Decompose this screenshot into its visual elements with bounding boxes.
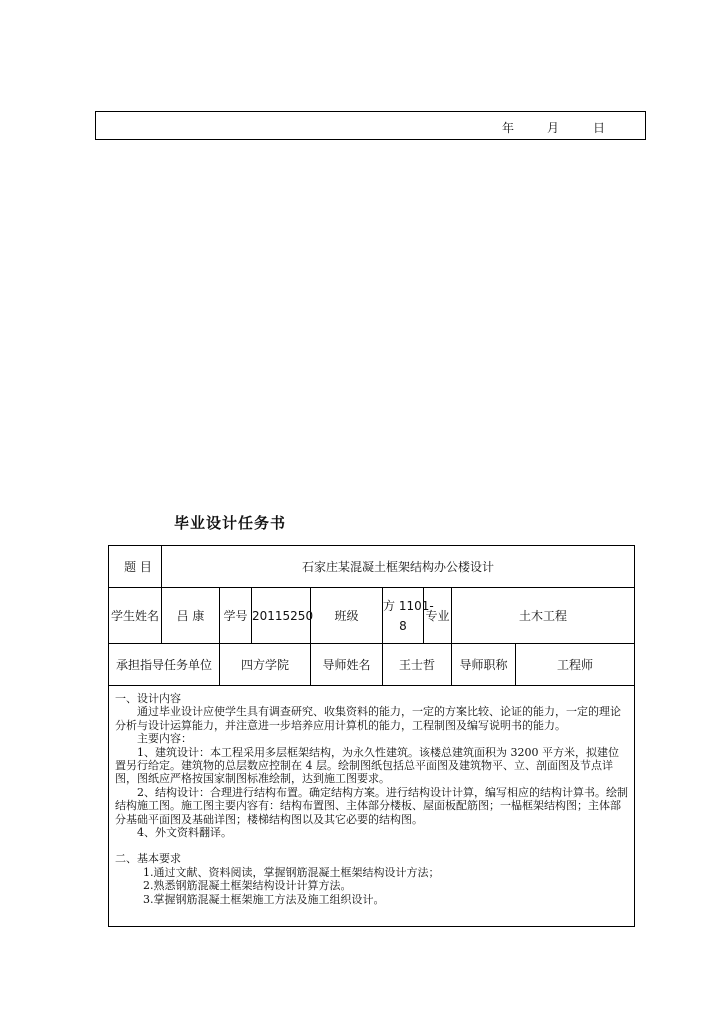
document-title: 毕业设计任务书	[174, 514, 287, 532]
unit-label: 承担指导任务单位	[109, 644, 220, 686]
item-structure-design: 2、结构设计：合理进行结构布置。确定结构方案。进行结构设计计算，编写相应的结构计算书。绘制结构施工图。施工图主要内容有：结构布置图、主体部分楼板、屋面板配筋图；一榀框架结构图；主体部分基础平面图及基础详图；楼梯结构图以及其它必要的结构图。	[115, 785, 628, 826]
topic-label: 题 目	[109, 546, 162, 588]
main-content-heading: 主要内容：	[137, 732, 192, 746]
item-architecture-design: 1、建筑设计：本工程采用多层框架结构，为永久性建筑。该楼总建筑面积为 3200 平方米，拟建位置另行给定。建筑物的总层数应控制在 4 层。绘制图纸包括总平面图及建筑物平、立、剖面图及节点详图，图纸应严格按国家制图标准绘制，达到施工图要求。	[115, 745, 619, 786]
student-row	[109, 588, 635, 644]
requirement-1: 1.通过文献、资料阅读，掌握钢筋混凝土框架结构设计方法；	[143, 865, 440, 879]
section2-heading: 二、基本要求	[115, 852, 181, 866]
advisor-title-value: 工程师	[516, 644, 635, 686]
student-name-label: 学生姓名	[109, 588, 162, 644]
class-value-line2: 8	[399, 618, 407, 633]
topic-row	[109, 546, 635, 588]
unit-value: 四方学院	[220, 644, 311, 686]
major-value: 土木工程	[452, 588, 635, 644]
section1-heading: 一、设计内容	[115, 692, 181, 705]
student-no-label: 学号	[220, 588, 252, 644]
major-label: 专业	[424, 588, 452, 644]
requirement-3: 3.掌握钢筋混凝土框架施工方法及施工组织设计。	[143, 892, 385, 906]
advisor-name-value: 王士哲	[383, 644, 452, 686]
advisor-title-label: 导师职称	[452, 644, 516, 686]
student-name-value: 吕 康	[162, 588, 220, 644]
topic-value: 石家庄某混凝土框架结构办公楼设计	[162, 546, 635, 588]
advisor-row	[109, 644, 635, 686]
date-year-label: 年	[502, 121, 515, 135]
class-value-line1: 方 1101-	[383, 598, 434, 613]
date-day-label: 日	[593, 121, 606, 135]
date-month-label: 月	[547, 121, 560, 135]
intro-paragraph: 通过毕业设计应使学生具有调查研究、收集资料的能力，一定的方案比较、论证的能力，一定的理论分析与设计运算能力，并注意进一步培养应用计算机的能力，工程制图及编写说明书的能力。	[115, 705, 621, 732]
student-no-value: 20115250	[252, 588, 311, 644]
design-content-cell	[109, 686, 635, 927]
date-line-box	[95, 111, 646, 140]
class-value	[383, 588, 434, 644]
content-row	[109, 686, 635, 927]
advisor-name-label: 导师姓名	[311, 644, 383, 686]
task-form-table	[108, 545, 635, 927]
class-label: 班级	[311, 588, 383, 644]
item-translation: 4、外文资料翻译。	[137, 826, 232, 840]
requirement-2: 2.熟悉钢筋混凝土框架结构设计计算方法。	[143, 879, 352, 893]
